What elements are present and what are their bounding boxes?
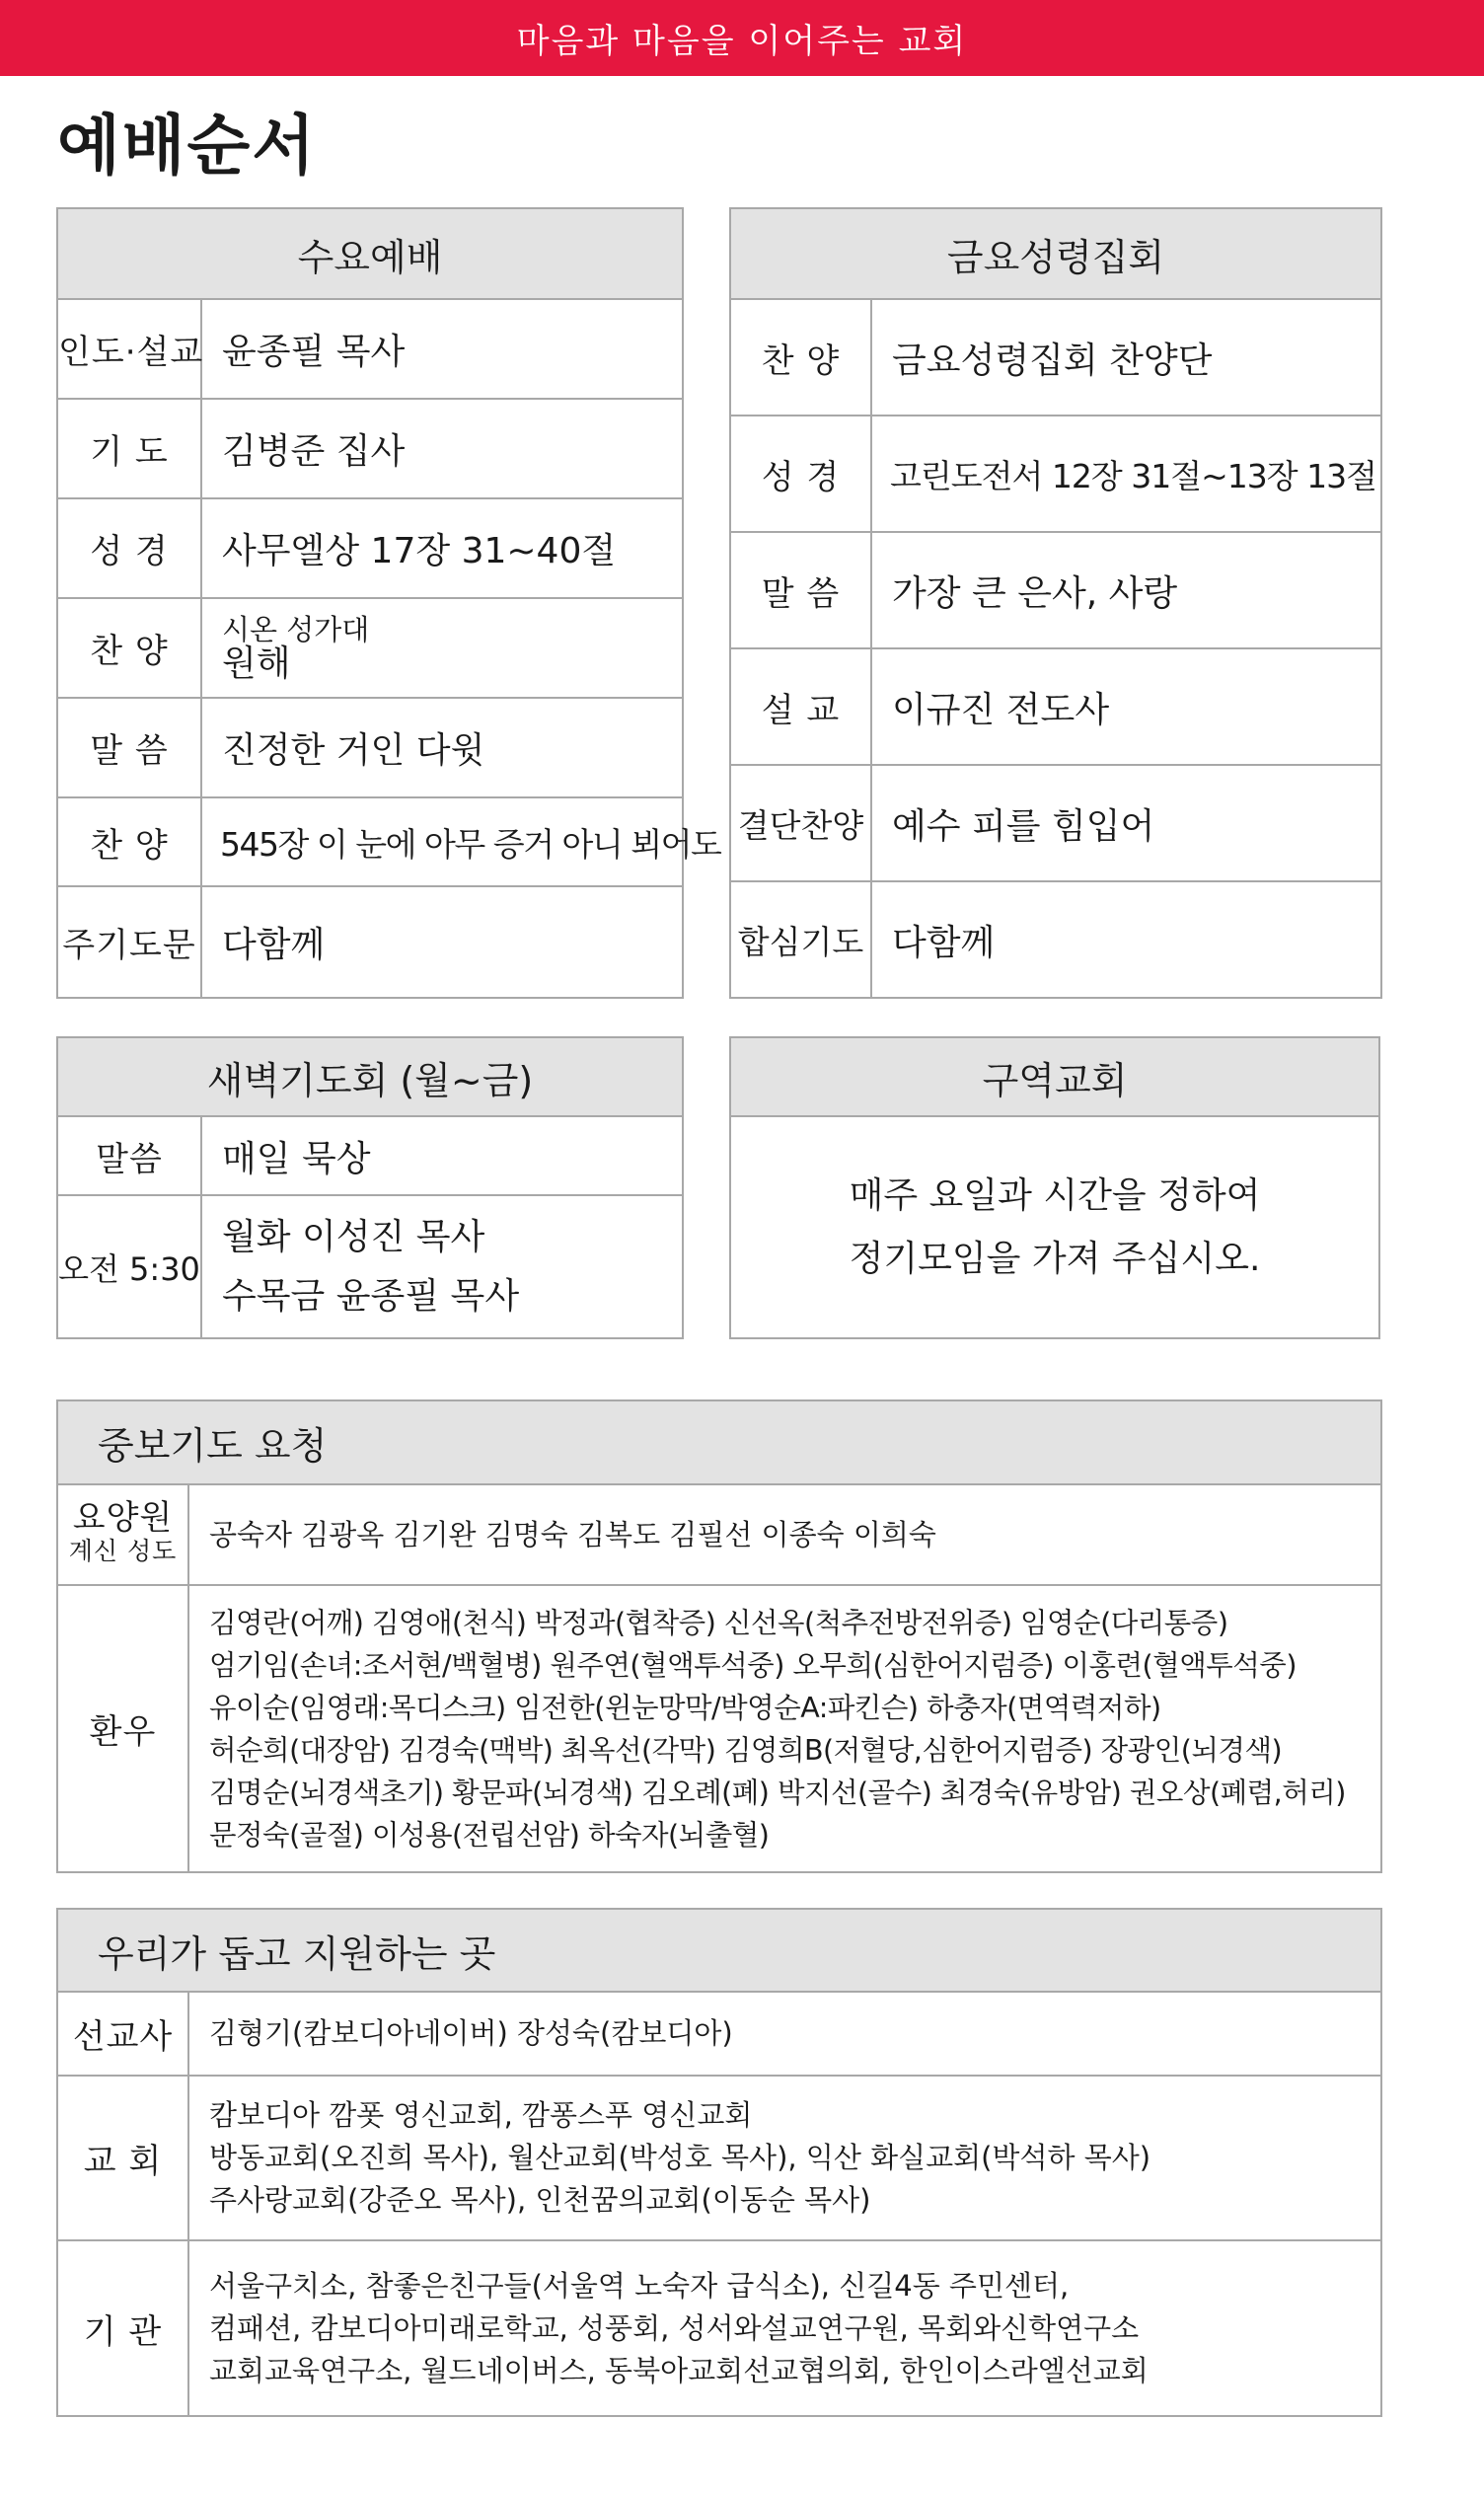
row-value: 예수 피를 힘입어 xyxy=(871,765,1381,881)
row-label: 결단찬양 xyxy=(730,765,871,881)
dawn-heading: 새벽기도회 (월~금) xyxy=(57,1037,683,1116)
row-label: 기 관 xyxy=(57,2240,188,2416)
patient-list-line: 문정숙(골절) 이성용(전립선암) 하숙자(뇌출혈) xyxy=(209,1818,770,1852)
row-value: 이규진 전도사 xyxy=(871,648,1381,765)
row-label: 찬 양 xyxy=(730,299,871,416)
row-label: 환우 xyxy=(57,1585,188,1872)
row-value xyxy=(201,598,683,698)
row-value: 545장 이 눈에 아무 증거 아니 뵈어도 xyxy=(201,797,683,886)
row-value: 윤종필 목사 xyxy=(201,299,683,399)
row-label: 인도·설교 xyxy=(57,299,201,399)
row-value: 진정한 거인 다윗 xyxy=(201,698,683,797)
patient-list-line: 엄기임(손녀:조서현/백혈병) 원주연(혈액투석중) 오무희(심한어지럼증) 이홍련(혈액투석중) xyxy=(209,1648,1297,1682)
dawn-prayer-table xyxy=(56,1036,684,1339)
patient-list-line: 김영란(어깨) 김영애(천식) 박정과(협착증) 신선옥(척추전방전위증) 임영순(다리통증) xyxy=(209,1606,1228,1639)
row-value xyxy=(201,1195,683,1338)
row-value xyxy=(188,2240,1381,2416)
patient-list-line: 김명순(뇌경색초기) 황문파(뇌경색) 김오례(폐) 박지선(골수) 최경숙(유방암) 권오상(폐렴,허리) xyxy=(209,1776,1346,1809)
row-value: 다함께 xyxy=(201,886,683,998)
row-value xyxy=(188,1992,1381,2076)
row-value: 매일 묵상 xyxy=(201,1116,683,1195)
row-label: 말 씀 xyxy=(730,532,871,648)
row-value: 가장 큰 은사, 사랑 xyxy=(871,532,1381,648)
dawn-leader-line: 월화 이성진 목사 xyxy=(222,1216,485,1257)
row-value: 고린도전서 12장 31절~13장 13절 xyxy=(871,416,1381,532)
row-value: 금요성령집회 찬양단 xyxy=(871,299,1381,416)
nursing-home-label: 요양원 xyxy=(72,1498,174,1538)
row-label: 찬 양 xyxy=(57,797,201,886)
row-value: 다함께 xyxy=(871,881,1381,998)
row-label: 주기도문 xyxy=(57,886,201,998)
row-value: 사무엘상 17장 31~40절 xyxy=(201,498,683,598)
row-label: 찬 양 xyxy=(57,598,201,698)
missionary-line: 김형기(캄보디아네이버) 장성숙(캄보디아) xyxy=(209,2016,733,2050)
wednesday-service-table xyxy=(56,207,721,999)
patient-list-line: 유이순(임영래:목디스크) 임전한(윈눈망막/박영순A:파킨슨) 하충자(면역력저하) xyxy=(209,1691,1161,1724)
top-banner: 마음과 마음을 이어주는 교회 xyxy=(0,0,1484,76)
district-heading: 구역교회 xyxy=(730,1037,1379,1116)
intercessory-prayer-table xyxy=(56,1399,1382,1873)
dawn-leader-line: 수목금 윤종필 목사 xyxy=(222,1275,520,1317)
church-line: 주사랑교회(강준오 목사), 인천꿈의교회(이동순 목사) xyxy=(209,2183,871,2217)
row-label: 합심기도 xyxy=(730,881,871,998)
page-title: 예배순서 xyxy=(57,108,318,184)
row-label: 설 교 xyxy=(730,648,871,765)
row-label: 기 도 xyxy=(57,399,201,498)
row-label: 교 회 xyxy=(57,2076,188,2240)
friday-heading: 금요성령집회 xyxy=(730,208,1381,299)
name-list-line: 공숙자 김광옥 김기완 김명숙 김복도 김필선 이종숙 이희숙 xyxy=(209,1517,936,1551)
wednesday-heading: 수요예배 xyxy=(57,208,683,299)
row-value xyxy=(188,1585,1381,1872)
institution-line: 컴패션, 캄보디아미래로학교, 성풍회, 성서와설교연구원, 목회와신학연구소 xyxy=(209,2310,1140,2345)
row-value xyxy=(188,1484,1381,1585)
district-church-table xyxy=(729,1036,1380,1339)
row-label: 성 경 xyxy=(730,416,871,532)
patient-list-line: 허순희(대장암) 김경숙(맥박) 최옥선(각막) 김영희B(저혈당,심한어지럼증) 장광인(뇌경색) xyxy=(209,1733,1283,1767)
choir-name: 시온 성가대 xyxy=(222,612,370,646)
district-notice-line: 매주 요일과 시간을 정하여 xyxy=(849,1174,1261,1216)
row-label: 말씀 xyxy=(57,1116,201,1195)
row-value xyxy=(188,2076,1381,2240)
row-label: 성 경 xyxy=(57,498,201,598)
row-label xyxy=(57,1484,188,1585)
support-heading: 우리가 돕고 지원하는 곳 xyxy=(57,1909,1381,1992)
institution-line: 서울구치소, 참좋은친구들(서울역 노숙자 급식소), 신길4동 주민센터, xyxy=(209,2268,1070,2303)
institution-line: 교회교육연구소, 월드네이버스, 동북아교회선교협의회, 한인이스라엘선교회 xyxy=(209,2353,1149,2387)
district-notice xyxy=(730,1116,1379,1338)
row-value: 김병준 집사 xyxy=(201,399,683,498)
church-line: 방동교회(오진희 목사), 월산교회(박성호 목사), 익산 화실교회(박석하 목사) xyxy=(209,2141,1151,2174)
friday-service-table xyxy=(729,207,1382,999)
nursing-home-sublabel: 계신 성도 xyxy=(68,1537,178,1565)
support-table xyxy=(56,1908,1382,2417)
row-label: 오전 5:30 xyxy=(57,1195,201,1338)
hymn-title: 원해 xyxy=(222,643,291,684)
district-notice-line: 정기모임을 가져 주십시오. xyxy=(849,1238,1261,1279)
row-label: 선교사 xyxy=(57,1992,188,2076)
church-line: 캄보디아 깜폿 영신교회, 깜퐁스푸 영신교회 xyxy=(209,2098,753,2132)
prayer-heading: 중보기도 요청 xyxy=(57,1400,1381,1484)
row-label: 말 씀 xyxy=(57,698,201,797)
